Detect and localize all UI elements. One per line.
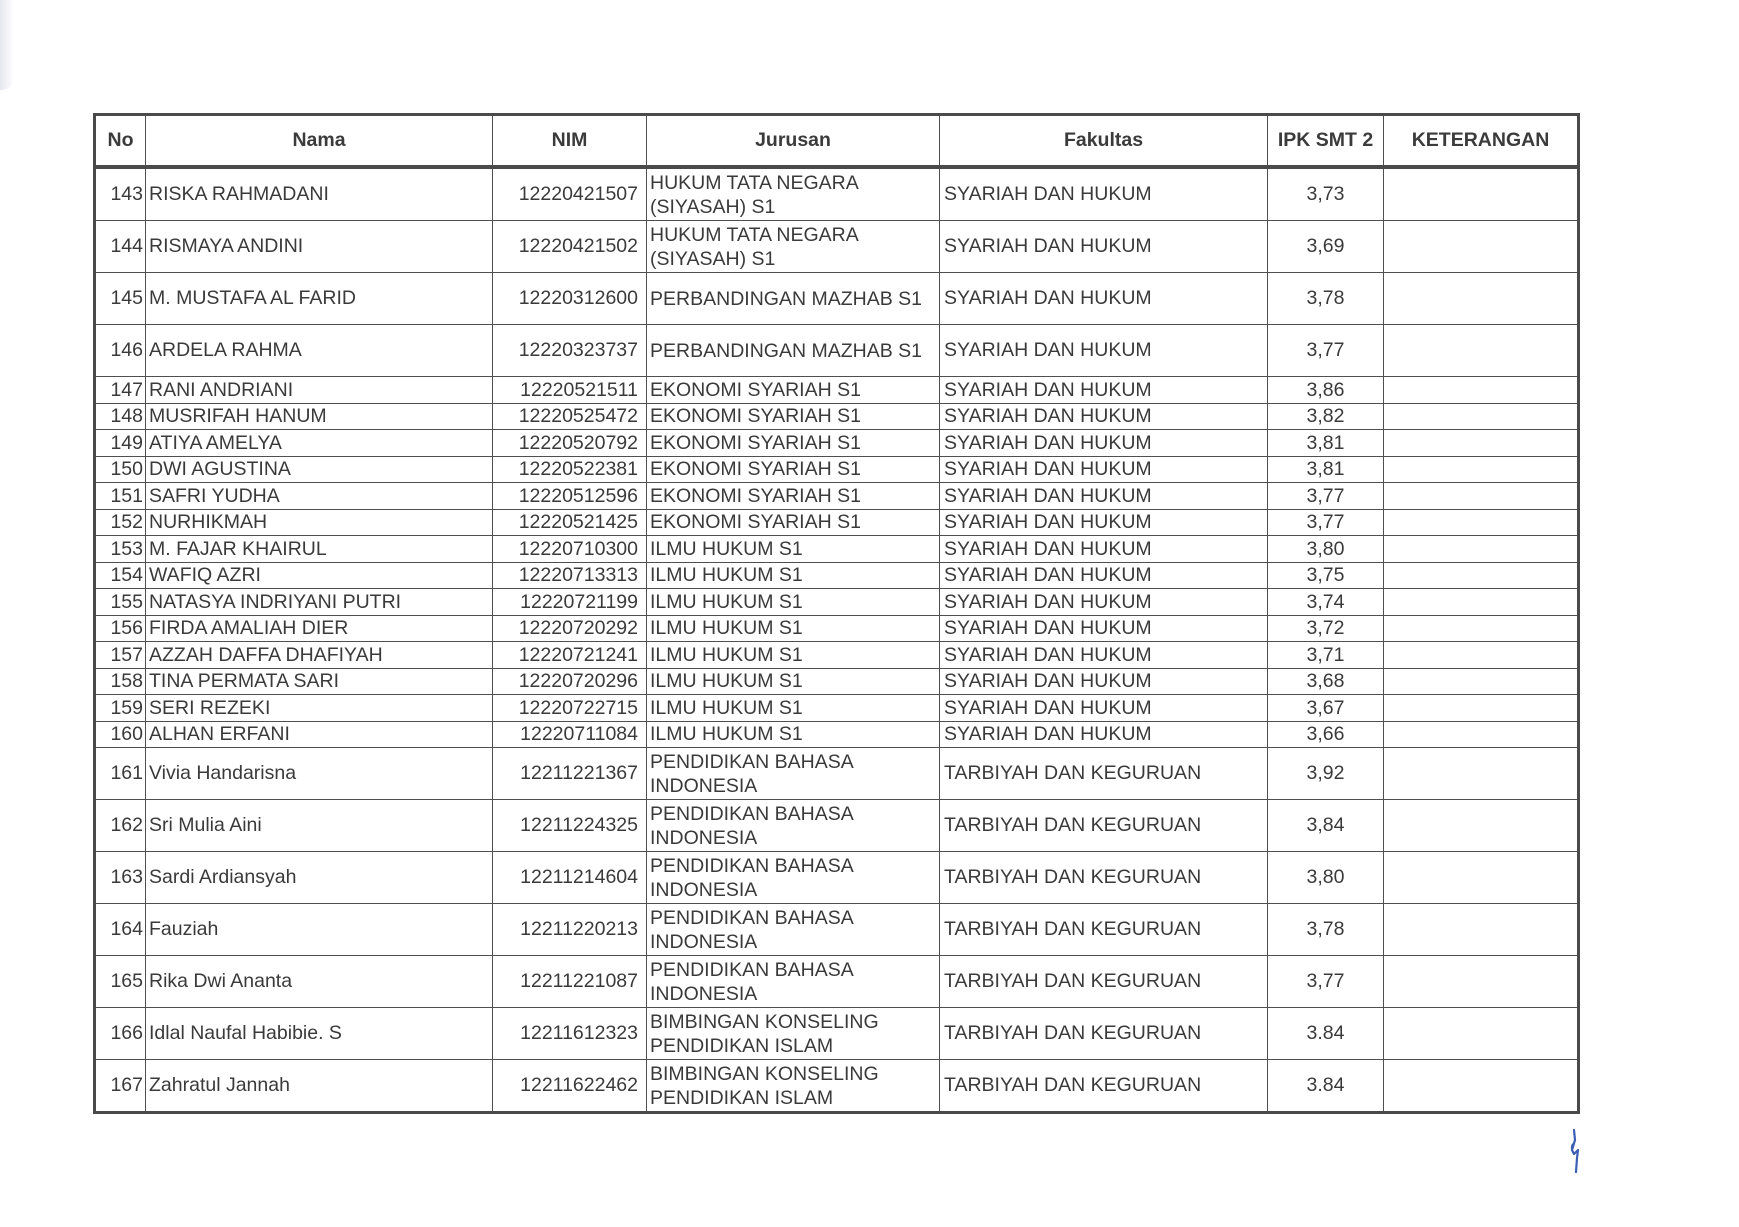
- cell-nama: ATIYA AMELYA: [146, 430, 493, 457]
- cell-nama: MUSRIFAH HANUM: [146, 403, 493, 430]
- cell-nama: SAFRI YUDHA: [146, 483, 493, 510]
- cell-keterangan: [1384, 403, 1579, 430]
- cell-nim: 12220421502: [493, 221, 647, 273]
- cell-nim: 12211220213: [493, 904, 647, 956]
- cell-no: 167: [95, 1060, 146, 1113]
- cell-jurusan: ILMU HUKUM S1: [647, 615, 940, 642]
- cell-keterangan: [1384, 904, 1579, 956]
- cell-ipk: 3,77: [1268, 509, 1384, 536]
- cell-no: 160: [95, 721, 146, 748]
- cell-nama: ARDELA RAHMA: [146, 325, 493, 377]
- cell-keterangan: [1384, 325, 1579, 377]
- cell-no: 164: [95, 904, 146, 956]
- cell-keterangan: [1384, 695, 1579, 722]
- cell-keterangan: [1384, 430, 1579, 457]
- cell-ipk: 3,92: [1268, 748, 1384, 800]
- cell-nama: RISMAYA ANDINI: [146, 221, 493, 273]
- cell-jurusan: ILMU HUKUM S1: [647, 721, 940, 748]
- cell-fakultas: SYARIAH DAN HUKUM: [940, 615, 1268, 642]
- cell-nama: NURHIKMAH: [146, 509, 493, 536]
- header-keterangan: KETERANGAN: [1384, 115, 1579, 168]
- cell-no: 148: [95, 403, 146, 430]
- cell-nama: SERI REZEKI: [146, 695, 493, 722]
- cell-nama: FIRDA AMALIAH DIER: [146, 615, 493, 642]
- student-gpa-table: [93, 113, 1580, 1114]
- cell-keterangan: [1384, 956, 1579, 1008]
- cell-ipk: 3,81: [1268, 456, 1384, 483]
- cell-no: 145: [95, 273, 146, 325]
- header-nama: Nama: [146, 115, 493, 168]
- cell-nama: WAFIQ AZRI: [146, 562, 493, 589]
- cell-fakultas: SYARIAH DAN HUKUM: [940, 695, 1268, 722]
- cell-jurusan: EKONOMI SYARIAH S1: [647, 403, 940, 430]
- table-row: [95, 403, 1579, 430]
- cell-no: 154: [95, 562, 146, 589]
- cell-jurusan: EKONOMI SYARIAH S1: [647, 509, 940, 536]
- cell-no: 156: [95, 615, 146, 642]
- cell-fakultas: SYARIAH DAN HUKUM: [940, 483, 1268, 510]
- table-row: [95, 509, 1579, 536]
- header-no: No: [95, 115, 146, 168]
- cell-fakultas: SYARIAH DAN HUKUM: [940, 642, 1268, 669]
- cell-nama: Rika Dwi Ananta: [146, 956, 493, 1008]
- cell-keterangan: [1384, 748, 1579, 800]
- cell-ipk: 3,78: [1268, 273, 1384, 325]
- cell-ipk: 3,81: [1268, 430, 1384, 457]
- cell-nim: 12220722715: [493, 695, 647, 722]
- table-row: [95, 221, 1579, 273]
- table-row: [95, 589, 1579, 616]
- cell-nim: 12220512596: [493, 483, 647, 510]
- cell-nama: M. MUSTAFA AL FARID: [146, 273, 493, 325]
- cell-fakultas: SYARIAH DAN HUKUM: [940, 167, 1268, 221]
- cell-nim: 12211224325: [493, 800, 647, 852]
- cell-keterangan: [1384, 615, 1579, 642]
- cell-fakultas: SYARIAH DAN HUKUM: [940, 273, 1268, 325]
- cell-no: 159: [95, 695, 146, 722]
- cell-ipk: 3,78: [1268, 904, 1384, 956]
- cell-nim: 12220720292: [493, 615, 647, 642]
- cell-nim: 12220721241: [493, 642, 647, 669]
- cell-nim: 12211214604: [493, 852, 647, 904]
- cell-no: 143: [95, 167, 146, 221]
- cell-nim: 12220711084: [493, 721, 647, 748]
- cell-keterangan: [1384, 852, 1579, 904]
- cell-fakultas: SYARIAH DAN HUKUM: [940, 430, 1268, 457]
- cell-ipk: 3.84: [1268, 1060, 1384, 1113]
- cell-no: 152: [95, 509, 146, 536]
- table-header-row: [95, 115, 1579, 168]
- table-row: [95, 852, 1579, 904]
- cell-nama: M. FAJAR KHAIRUL: [146, 536, 493, 563]
- cell-nim: 12220521511: [493, 377, 647, 404]
- table-row: [95, 430, 1579, 457]
- cell-keterangan: [1384, 1060, 1579, 1113]
- cell-fakultas: SYARIAH DAN HUKUM: [940, 562, 1268, 589]
- cell-fakultas: SYARIAH DAN HUKUM: [940, 377, 1268, 404]
- cell-jurusan: PERBANDINGAN MAZHAB S1: [647, 273, 940, 325]
- table-row: [95, 562, 1579, 589]
- cell-nama: Fauziah: [146, 904, 493, 956]
- header-nim: NIM: [493, 115, 647, 168]
- cell-nama: ALHAN ERFANI: [146, 721, 493, 748]
- cell-ipk: 3,71: [1268, 642, 1384, 669]
- cell-fakultas: SYARIAH DAN HUKUM: [940, 221, 1268, 273]
- cell-nama: Zahratul Jannah: [146, 1060, 493, 1113]
- cell-keterangan: [1384, 589, 1579, 616]
- cell-ipk: 3,68: [1268, 668, 1384, 695]
- table-row: [95, 956, 1579, 1008]
- cell-nim: 12211612323: [493, 1008, 647, 1060]
- cell-jurusan: PENDIDIKAN BAHASA INDONESIA: [647, 800, 940, 852]
- table-row: [95, 668, 1579, 695]
- cell-keterangan: [1384, 509, 1579, 536]
- cell-nama: RANI ANDRIANI: [146, 377, 493, 404]
- cell-fakultas: SYARIAH DAN HUKUM: [940, 721, 1268, 748]
- cell-ipk: 3,77: [1268, 325, 1384, 377]
- cell-fakultas: TARBIYAH DAN KEGURUAN: [940, 748, 1268, 800]
- cell-jurusan: PENDIDIKAN BAHASA INDONESIA: [647, 904, 940, 956]
- cell-keterangan: [1384, 668, 1579, 695]
- cell-jurusan: ILMU HUKUM S1: [647, 642, 940, 669]
- cell-fakultas: SYARIAH DAN HUKUM: [940, 456, 1268, 483]
- cell-nama: TINA PERMATA SARI: [146, 668, 493, 695]
- cell-keterangan: [1384, 536, 1579, 563]
- cell-ipk: 3,84: [1268, 800, 1384, 852]
- cell-keterangan: [1384, 483, 1579, 510]
- cell-no: 144: [95, 221, 146, 273]
- cell-keterangan: [1384, 377, 1579, 404]
- cell-jurusan: ILMU HUKUM S1: [647, 536, 940, 563]
- cell-ipk: 3,77: [1268, 483, 1384, 510]
- cell-nama: AZZAH DAFFA DHAFIYAH: [146, 642, 493, 669]
- cell-jurusan: ILMU HUKUM S1: [647, 562, 940, 589]
- table-row: [95, 325, 1579, 377]
- cell-no: 158: [95, 668, 146, 695]
- cell-no: 146: [95, 325, 146, 377]
- table-row: [95, 800, 1579, 852]
- cell-no: 165: [95, 956, 146, 1008]
- cell-nim: 12211622462: [493, 1060, 647, 1113]
- cell-jurusan: ILMU HUKUM S1: [647, 695, 940, 722]
- cell-nama: NATASYA INDRIYANI PUTRI: [146, 589, 493, 616]
- cell-no: 149: [95, 430, 146, 457]
- cell-ipk: 3,74: [1268, 589, 1384, 616]
- cell-keterangan: [1384, 721, 1579, 748]
- table-row: [95, 748, 1579, 800]
- table-row: [95, 536, 1579, 563]
- cell-ipk: 3,67: [1268, 695, 1384, 722]
- cell-jurusan: PENDIDIKAN BAHASA INDONESIA: [647, 956, 940, 1008]
- cell-fakultas: TARBIYAH DAN KEGURUAN: [940, 956, 1268, 1008]
- cell-nim: 12220710300: [493, 536, 647, 563]
- cell-ipk: 3,69: [1268, 221, 1384, 273]
- cell-jurusan: ILMU HUKUM S1: [647, 589, 940, 616]
- cell-nama: Idlal Naufal Habibie. S: [146, 1008, 493, 1060]
- cell-no: 151: [95, 483, 146, 510]
- cell-nim: 12220721199: [493, 589, 647, 616]
- cell-jurusan: EKONOMI SYARIAH S1: [647, 483, 940, 510]
- cell-keterangan: [1384, 273, 1579, 325]
- cell-fakultas: SYARIAH DAN HUKUM: [940, 589, 1268, 616]
- header-jurusan: Jurusan: [647, 115, 940, 168]
- cell-nim: 12211221087: [493, 956, 647, 1008]
- cell-nim: 12220323737: [493, 325, 647, 377]
- cell-fakultas: TARBIYAH DAN KEGURUAN: [940, 852, 1268, 904]
- cell-no: 162: [95, 800, 146, 852]
- table-row: [95, 483, 1579, 510]
- cell-nama: DWI AGUSTINA: [146, 456, 493, 483]
- cell-no: 157: [95, 642, 146, 669]
- cell-fakultas: TARBIYAH DAN KEGURUAN: [940, 800, 1268, 852]
- cell-ipk: 3,72: [1268, 615, 1384, 642]
- cell-jurusan: HUKUM TATA NEGARA (SIYASAH) S1: [647, 221, 940, 273]
- cell-jurusan: EKONOMI SYARIAH S1: [647, 456, 940, 483]
- cell-no: 147: [95, 377, 146, 404]
- cell-nim: 12220522381: [493, 456, 647, 483]
- header-ipk: IPK SMT 2: [1268, 115, 1384, 168]
- cell-no: 161: [95, 748, 146, 800]
- cell-nim: 12220521425: [493, 509, 647, 536]
- cell-jurusan: PERBANDINGAN MAZHAB S1: [647, 325, 940, 377]
- cell-nama: Vivia Handarisna: [146, 748, 493, 800]
- cell-no: 163: [95, 852, 146, 904]
- cell-keterangan: [1384, 800, 1579, 852]
- cell-jurusan: EKONOMI SYARIAH S1: [647, 430, 940, 457]
- table-row: [95, 904, 1579, 956]
- cell-ipk: 3,75: [1268, 562, 1384, 589]
- table-row: [95, 377, 1579, 404]
- table-row: [95, 273, 1579, 325]
- cell-jurusan: EKONOMI SYARIAH S1: [647, 377, 940, 404]
- table-row: [95, 1008, 1579, 1060]
- table-row: [95, 1060, 1579, 1113]
- cell-fakultas: SYARIAH DAN HUKUM: [940, 403, 1268, 430]
- table-row: [95, 615, 1579, 642]
- cell-keterangan: [1384, 642, 1579, 669]
- cell-keterangan: [1384, 167, 1579, 221]
- cell-nim: 12220713313: [493, 562, 647, 589]
- table-body: [95, 167, 1579, 1113]
- table-row: [95, 167, 1579, 221]
- cell-jurusan: BIMBINGAN KONSELING PENDIDIKAN ISLAM: [647, 1060, 940, 1113]
- cell-jurusan: ILMU HUKUM S1: [647, 668, 940, 695]
- cell-fakultas: TARBIYAH DAN KEGURUAN: [940, 1008, 1268, 1060]
- cell-ipk: 3,82: [1268, 403, 1384, 430]
- cell-keterangan: [1384, 456, 1579, 483]
- cell-jurusan: PENDIDIKAN BAHASA INDONESIA: [647, 748, 940, 800]
- cell-nim: 12220520792: [493, 430, 647, 457]
- cell-nama: RISKA RAHMADANI: [146, 167, 493, 221]
- cell-no: 150: [95, 456, 146, 483]
- cell-nim: 12220720296: [493, 668, 647, 695]
- cell-fakultas: SYARIAH DAN HUKUM: [940, 325, 1268, 377]
- table-row: [95, 642, 1579, 669]
- cell-no: 155: [95, 589, 146, 616]
- cell-ipk: 3,86: [1268, 377, 1384, 404]
- cell-nim: 12220421507: [493, 167, 647, 221]
- cell-nama: Sri Mulia Aini: [146, 800, 493, 852]
- cell-nama: Sardi Ardiansyah: [146, 852, 493, 904]
- cell-jurusan: PENDIDIKAN BAHASA INDONESIA: [647, 852, 940, 904]
- cell-nim: 12220525472: [493, 403, 647, 430]
- cell-no: 166: [95, 1008, 146, 1060]
- cell-jurusan: BIMBINGAN KONSELING PENDIDIKAN ISLAM: [647, 1008, 940, 1060]
- cell-nim: 12220312600: [493, 273, 647, 325]
- cell-fakultas: SYARIAH DAN HUKUM: [940, 668, 1268, 695]
- cell-ipk: 3,80: [1268, 536, 1384, 563]
- table-row: [95, 695, 1579, 722]
- cell-no: 153: [95, 536, 146, 563]
- cell-fakultas: SYARIAH DAN HUKUM: [940, 536, 1268, 563]
- cell-ipk: 3,73: [1268, 167, 1384, 221]
- cell-fakultas: TARBIYAH DAN KEGURUAN: [940, 1060, 1268, 1113]
- cell-ipk: 3,80: [1268, 852, 1384, 904]
- cell-fakultas: TARBIYAH DAN KEGURUAN: [940, 904, 1268, 956]
- cell-keterangan: [1384, 1008, 1579, 1060]
- table-row: [95, 456, 1579, 483]
- table-row: [95, 721, 1579, 748]
- cell-fakultas: SYARIAH DAN HUKUM: [940, 509, 1268, 536]
- cell-keterangan: [1384, 221, 1579, 273]
- cell-ipk: 3,66: [1268, 721, 1384, 748]
- cell-nim: 12211221367: [493, 748, 647, 800]
- cell-ipk: 3,77: [1268, 956, 1384, 1008]
- paraf-initial-mark: [1562, 1128, 1586, 1174]
- header-fakultas: Fakultas: [940, 115, 1268, 168]
- scan-edge-shadow: [0, 0, 14, 90]
- cell-ipk: 3.84: [1268, 1008, 1384, 1060]
- cell-keterangan: [1384, 562, 1579, 589]
- cell-jurusan: HUKUM TATA NEGARA (SIYASAH) S1: [647, 167, 940, 221]
